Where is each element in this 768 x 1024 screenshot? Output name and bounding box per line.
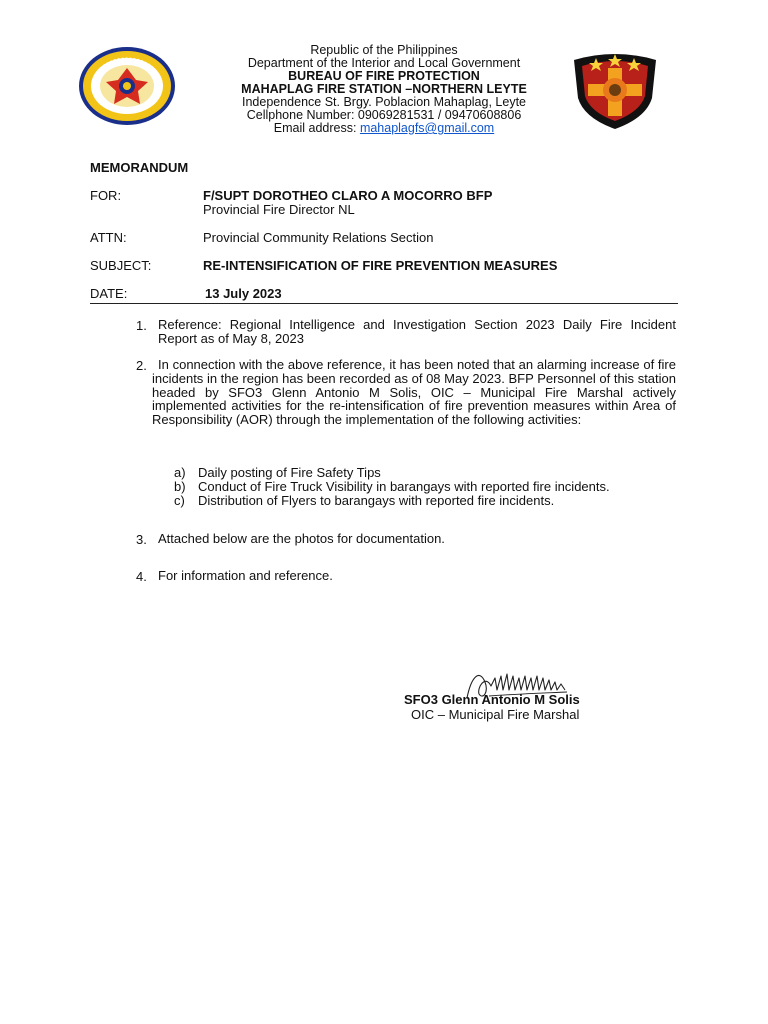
header-divider bbox=[90, 303, 678, 304]
item-1-body: Reference: Regional Intelligence and Investigation Section 2023 Daily Fire Incident Report as of May 8, 2023 bbox=[158, 317, 676, 346]
for-position: Provincial Fire Director NL bbox=[203, 202, 355, 217]
department-line: Department of the Interior and Local Government bbox=[247, 56, 521, 70]
bfp-seal-logo bbox=[78, 46, 176, 126]
attn-label: ATTN: bbox=[90, 230, 127, 245]
activity-c-letter: c) bbox=[174, 493, 185, 508]
subject-value: RE-INTENSIFICATION OF FIRE PREVENTION MEASURES bbox=[203, 258, 558, 273]
activity-a bbox=[174, 466, 381, 480]
item-4-text bbox=[158, 569, 676, 583]
memo-title: MEMORANDUM bbox=[90, 160, 189, 175]
item-3-text bbox=[158, 532, 676, 546]
email-line bbox=[200, 122, 568, 135]
for-label: FOR: bbox=[90, 188, 122, 203]
item-4-number: 4. bbox=[136, 569, 147, 584]
item-1-number: 1. bbox=[136, 318, 147, 333]
station-address: Independence St. Brgy. Poblacion Mahaplag, Leyte bbox=[242, 95, 526, 109]
republic-line: Republic of the Philippines bbox=[310, 43, 458, 57]
activity-b bbox=[174, 480, 610, 494]
letterhead bbox=[200, 44, 568, 135]
item-2-number: 2. bbox=[136, 358, 147, 373]
item-4-body: For information and reference. bbox=[158, 568, 333, 583]
activity-c bbox=[174, 494, 554, 508]
cellphone-line: Cellphone Number: 09069281531 / 09470608806 bbox=[246, 108, 522, 122]
activity-b-letter: b) bbox=[174, 479, 186, 494]
activity-a-text: Daily posting of Fire Safety Tips bbox=[198, 465, 381, 480]
item-3-number: 3. bbox=[136, 532, 147, 547]
item-1-text bbox=[158, 318, 676, 346]
date-value: 13 July 2023 bbox=[205, 286, 282, 301]
attn-value: Provincial Community Relations Section bbox=[203, 230, 434, 245]
item-2-text bbox=[152, 358, 676, 427]
item-2-body: In connection with the above reference, it has been noted that an alarming increase of fire incidents in the region has been recorded as of 08 May 2023. BFP Personnel of this station headed by SFO3 Glenn Antonio M Solis, OIC – Municipal Fire Marshal actively implemented activities for the re-intensification of fire prevention measures within Area of Responsibility (AOR) through the implementation of the following activities: bbox=[152, 357, 676, 428]
station-name: MAHAPLAG FIRE STATION –NORTHERN LEYTE bbox=[241, 82, 527, 96]
for-name: F/SUPT DOROTHEO CLARO A MOCORRO BFP bbox=[203, 188, 493, 203]
signatory-name: SFO3 Glenn Antonio M Solis bbox=[404, 692, 580, 707]
email-link[interactable]: mahaplagfs@gmail.com bbox=[359, 121, 495, 135]
email-label: Email address: bbox=[273, 121, 360, 135]
agency-name: BUREAU OF FIRE PROTECTION bbox=[288, 69, 480, 83]
item-3-body: Attached below are the photos for documentation. bbox=[158, 531, 445, 546]
activity-a-letter: a) bbox=[174, 465, 186, 480]
date-label: DATE: bbox=[90, 286, 128, 301]
activity-b-text: Conduct of Fire Truck Visibility in barangays with reported fire incidents. bbox=[198, 479, 610, 494]
fire-station-shield-logo bbox=[566, 50, 664, 130]
subject-label: SUBJECT: bbox=[90, 258, 152, 273]
for-row bbox=[90, 189, 678, 219]
signatory-title: OIC – Municipal Fire Marshal bbox=[411, 707, 580, 722]
activity-c-text: Distribution of Flyers to barangays with reported fire incidents. bbox=[198, 493, 555, 508]
